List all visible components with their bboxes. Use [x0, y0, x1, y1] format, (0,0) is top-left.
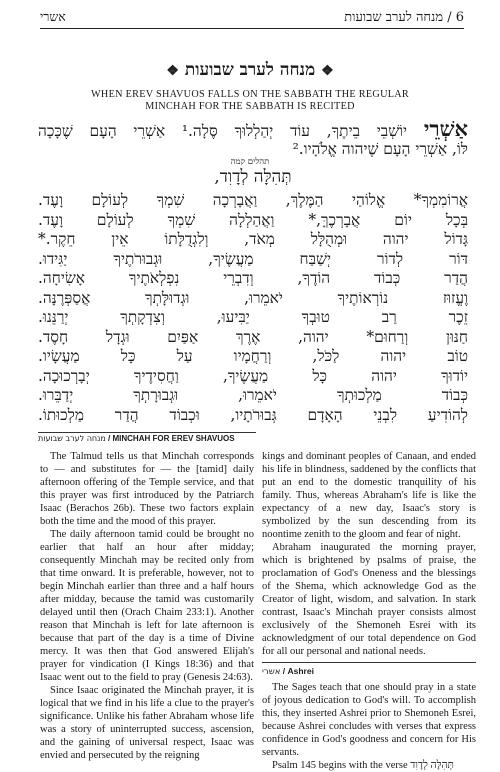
corner-word: אשרי — [40, 9, 66, 24]
psalm-verse: בְּכָל יוֹם אֲבָרְכֶךָּ,* וַאֲהַלְלָה שִׁמְךָ לְעוֹלָם וָעֶד. — [38, 210, 468, 229]
ashrei-header-english: Ashrei — [287, 666, 314, 676]
commentary-section-header: מנחה לערב שבועות / MINCHAH FOR EREV SHAVUOS — [38, 432, 256, 447]
psalm-verse: זֵכֶר רַב טוּבְךָ יַבִּיעוּ, וְצִדְקָתְךָ יְרַנֵּנוּ. — [38, 308, 468, 326]
title-text: מנחה לערב שבועות — [184, 60, 316, 80]
ornament-icon: ❖ — [166, 63, 179, 79]
commentary-paragraph: The daily afternoon tamid could be brought no earlier that half an hour after midday; consequently Minchah may be recited only from that time onward. It is preferable, however, not to begin Minchah earlier than three and a half hours after midday, because the tamid was customarily delayed until then (Orach Chaim 233:1). Another reason that Minchah is left for late afternoon is because that part of the day is a time of Divine mercy. It was then that God answered Elijah's prayer for vindication (I Kings 18:36) and that Isaac went out to the field to pray (Genesis 24:63). — [40, 529, 254, 683]
commentary-paragraph: The Sages teach that one should pray in a state of joyous dedication to God's will. To accomplish this, they inserted Ashrei prior to Shemoneh Esrei, because Ashrei concludes with verses that express confidence in God's goodness and concern for His servants. — [262, 682, 476, 758]
psalm-verse: דּוֹר לְדוֹר יְשַׁבַּח מַעֲשֶׂיךָ, וּגְבוּרֹתֶיךָ יַגִּידוּ. — [38, 249, 468, 268]
ashrei-line-2: לּוֹ, אַשְׁרֵי הָעָם שֶׁיהוה אֱלֹהָיו.² — [292, 140, 468, 158]
psalm-verse: גָּדוֹל יהוה וּמְהֻלָּל מְאֹד, וְלִגְדֻלָּתוֹ אֵין חֵקֶר.* — [38, 230, 468, 248]
instruction-line: MINCHAH FOR THE SABBATH IS RECITED — [145, 101, 355, 112]
psalm-verse: וֶעֱזוּז נוֹרְאוֹתֶיךָ יֹאמֵרוּ, וּגְדוּלָּתְךָ אֲסַפְּרֶנָּה. — [38, 288, 468, 307]
ornament-icon: ❖ — [321, 63, 334, 79]
commentary-paragraph: Psalm 145 begins with the verse תְּהִלָּה לְדָוִד — [272, 760, 454, 771]
psalm-verse: טוֹב יהוה לַכֹּל, וְרַחֲמָיו עַל כָּל מַעֲשָׂיו. — [38, 347, 468, 365]
instruction-note — [0, 89, 500, 113]
ashrei-text: יוֹשְׁבֵי בֵיתֶךָ, עוֹד יְהַלְלוּךָ סֶּלָה.¹ אַשְׁרֵי הָעָם שֶׁכָּכָה — [38, 122, 408, 140]
commentary-paragraph: Since Isaac originated the Minchah prayer, it is logical that we find in his life a clue to the prayer's significance. Unlike his father Abraham whose life was a story of uninterrupted success, ascension, and the gaining of universal respect, Isaac was envied and persecuted by the reigning — [40, 685, 254, 761]
section-header-english: MINCHAH FOR EREV SHAVUOS — [112, 434, 235, 443]
ashrei-opening-word: אַשְׁרֵי — [423, 117, 468, 141]
running-header — [40, 6, 464, 29]
page-number: 6 — [455, 10, 464, 25]
psalm-verse: אֲרוֹמִמְךָ* אֱלוֹהַי הַמֶּלֶךְ, וַאֲבָרְכָה שִׁמְךָ לְעוֹלָם וָעֶד. — [38, 191, 468, 209]
running-title: מנחה לערב שבועות — [344, 10, 444, 25]
commentary-paragraph: Abraham inaugurated the morning prayer, which is brightened by psalms of praise, the proclamation of God's Oneness and the blessings of the Shema, which acknowledge God as the Creator of light, wisdom, and salvation. In stark contrast, Isaac's Minchah prayer consists almost exclusively of the Shemoneh Esrei with its acknowledgment of our total dependence on God for all our personal and national needs. — [262, 542, 476, 657]
psalm-verse: לְהוֹדִיעַ לִבְנֵי הָאָדָם גְּבוּרֹתָיו, וּכְבוֹד הֲדַר מַלְכוּתוֹ. — [38, 405, 468, 424]
psalm-verse: יוֹדוּךָ יהוה כָּל מַעֲשֶׂיךָ, וַחֲסִידֶיךָ יְבָרְכוּכָה. — [38, 366, 468, 385]
commentary-paragraph: The Talmud tells us that Minchah corresponds to — and substitutes for — the [tamid] daily afternoon offering of the Temple service, and that this prayer was first introduced by the Patriarch Isaac (Berachos 26b). These two factors explain both the time and the mood of this prayer. — [40, 451, 254, 527]
psalm-verse: כְּבוֹד מַלְכוּתְךָ יֹאמֵרוּ, וּגְבוּרָתְךָ יְדַבֵּרוּ. — [38, 386, 468, 404]
commentary-paragraph: kings and dominant peoples of Canaan, and ended his life in blindness, saddened by the conflicts that put an end to the domestic tranquility of his family. Thus, whereas Abraham's life is like the expectancy of a new day, Isaac's story is symbolized by the sun descending from its noontime zenith to the gloom and fear of night. — [262, 451, 476, 540]
instruction-line: WHEN EREV SHAVUOS FALLS ON THE SABBATH THE REGULAR — [91, 89, 409, 100]
section-header-hebrew: מנחה לערב שבועות — [38, 434, 106, 443]
psalm-reference: תהלים קמה — [230, 157, 270, 167]
psalm-verse: חַנּוּן וְרַחוּם* יהוה, אֶרֶךְ אַפַּיִם וּגְדָל חָסֶד. — [38, 327, 468, 346]
commentary-right-column — [262, 450, 476, 772]
psalm-heading: תְּהִלָּה לְדָוִד, — [214, 167, 292, 187]
page-number-header: 6 / מנחה לערב שבועות — [344, 10, 464, 25]
commentary-left-column — [40, 450, 254, 762]
page-title — [0, 60, 500, 80]
ashrei-header-hebrew: אשרי — [262, 667, 281, 677]
psalm-verse: הֲדַר כְּבוֹד הוֹדֶךָ, וְדִבְרֵי נִפְלְאֹתֶיךָ אָשִׂיחָה. — [38, 269, 468, 287]
ashrei-commentary-header: אשרי / Ashrei — [262, 662, 476, 679]
